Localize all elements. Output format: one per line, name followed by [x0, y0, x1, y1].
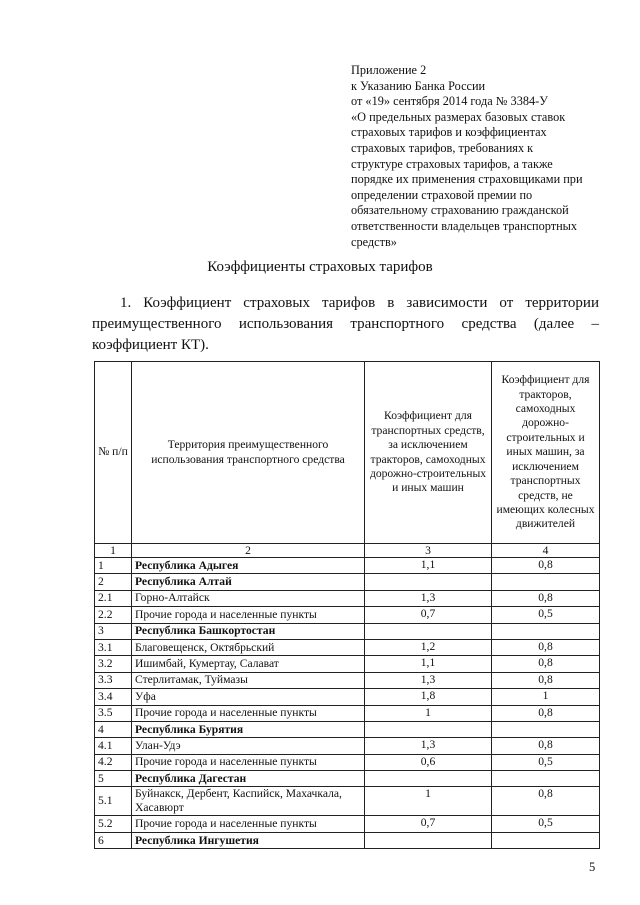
row-number: 3.1 [95, 639, 132, 655]
coef-tractors-value: 0,5 [492, 754, 600, 770]
coef-tractors-value [492, 832, 600, 848]
coef-vehicles-value: 1,3 [365, 738, 492, 754]
intro-paragraph [92, 293, 599, 356]
coef-vehicles-value: 1 [365, 787, 492, 816]
coef-vehicles-value [365, 771, 492, 787]
row-number: 4 [95, 721, 132, 737]
table-row [95, 754, 600, 770]
intro-line: коэффициент КТ). [92, 337, 209, 353]
appendix-line: обязательному страхованию гражданской [351, 203, 569, 218]
coef-tractors-value: 1 [492, 689, 600, 705]
coef-tractors-value: 0,8 [492, 639, 600, 655]
document-title: Коэффициенты страховых тарифов [207, 259, 433, 275]
row-number: 4.2 [95, 754, 132, 770]
appendix-line: страховых тарифов, требованиях к [351, 140, 534, 155]
coef-tractors-value [492, 771, 600, 787]
coef-vehicles-value: 1,1 [365, 656, 492, 672]
table-row [95, 721, 600, 737]
header-coef-tractors: Коэффициент для тракторов, самоходных дорожно-строительных и иных машин, за исключением транспортных средств, не имеющих колесных движителей [492, 362, 600, 544]
appendix-line: к Указанию Банка России [351, 78, 486, 93]
coef-tractors-value: 0,8 [492, 656, 600, 672]
coef-tractors-value: 0,8 [492, 558, 600, 574]
table-row [95, 787, 600, 816]
table-row [95, 558, 600, 574]
coef-tractors-value: 0,8 [492, 672, 600, 688]
header-number: № п/п [95, 362, 132, 544]
row-number: 6 [95, 832, 132, 848]
appendix-line: ответственности владельцев транспортных [351, 218, 578, 233]
territory-name: Республика Бурятия [132, 721, 365, 737]
coef-tractors-value: 0,5 [492, 816, 600, 832]
coef-vehicles-value: 0,7 [365, 816, 492, 832]
table-header-row [95, 362, 600, 544]
territory-name: Ишимбай, Кумертау, Салават [132, 656, 365, 672]
coef-vehicles-value [365, 832, 492, 848]
territory-name: Республика Алтай [132, 574, 365, 590]
coef-tractors-value [492, 721, 600, 737]
appendix-line: структуре страховых тарифов, а также [351, 156, 553, 171]
appendix-reference [351, 63, 611, 250]
territory-name: Благовещенск, Октябрьский [132, 639, 365, 655]
coef-tractors-value [492, 623, 600, 639]
row-number: 5.1 [95, 787, 132, 816]
table-row [95, 689, 600, 705]
territory-name: Прочие города и населенные пункты [132, 607, 365, 623]
row-number: 4.1 [95, 738, 132, 754]
appendix-line: порядке их применения страховщиками при [351, 172, 583, 187]
table-row [95, 574, 600, 590]
table-row [95, 771, 600, 787]
row-number: 5 [95, 771, 132, 787]
column-numbers-row [95, 544, 600, 558]
territory-name: Республика Дагестан [132, 771, 365, 787]
coef-vehicles-value: 1,2 [365, 639, 492, 655]
intro-line: 1. Коэффициент страховых тарифов в зависимости от территории [120, 295, 599, 311]
column-number: 1 [95, 544, 132, 558]
appendix-line: Приложение 2 [351, 63, 427, 77]
row-number: 3 [95, 623, 132, 639]
coef-tractors-value: 0,5 [492, 607, 600, 623]
coef-vehicles-value: 1,3 [365, 590, 492, 606]
table-row [95, 705, 600, 721]
column-number: 3 [365, 544, 492, 558]
coef-vehicles-value: 0,6 [365, 754, 492, 770]
territory-name: Республика Адыгея [132, 558, 365, 574]
coef-vehicles-value [365, 623, 492, 639]
coef-vehicles-value: 1 [365, 705, 492, 721]
row-number: 2 [95, 574, 132, 590]
table-row [95, 639, 600, 655]
table-row [95, 738, 600, 754]
row-number: 3.4 [95, 689, 132, 705]
row-number: 5.2 [95, 816, 132, 832]
appendix-line: страховых тарифов и коэффициентах [351, 125, 547, 140]
coef-vehicles-value [365, 574, 492, 590]
coef-tractors-value: 0,8 [492, 590, 600, 606]
table-row [95, 607, 600, 623]
territory-name: Республика Башкортостан [132, 623, 365, 639]
row-number: 2.1 [95, 590, 132, 606]
column-number: 2 [132, 544, 365, 558]
coef-tractors-value: 0,8 [492, 787, 600, 816]
territory-name: Республика Ингушетия [132, 832, 365, 848]
coef-vehicles-value: 1,3 [365, 672, 492, 688]
column-number: 4 [492, 544, 600, 558]
territory-name: Горно-Алтайск [132, 590, 365, 606]
row-number: 2.2 [95, 607, 132, 623]
table-body [95, 558, 600, 849]
appendix-line: «О предельных размерах базовых ставок [351, 109, 566, 124]
territory-name: Улан-Удэ [132, 738, 365, 754]
territory-name: Уфа [132, 689, 365, 705]
coef-vehicles-value [365, 721, 492, 737]
table-row [95, 623, 600, 639]
appendix-line: средств» [351, 234, 397, 249]
header-coef-vehicles: Коэффициент для транспортных средств, за исключением тракторов, самоходных дорожно-строительных и иных машин [365, 362, 492, 544]
row-number: 1 [95, 558, 132, 574]
appendix-line: определении страховой премии по [351, 187, 533, 202]
table-row [95, 672, 600, 688]
intro-line: преимущественного использования транспортного средства (далее – [92, 316, 599, 332]
row-number: 3.5 [95, 705, 132, 721]
territory-name: Прочие города и населенные пункты [132, 816, 365, 832]
table-row [95, 832, 600, 848]
table-row [95, 590, 600, 606]
row-number: 3.2 [95, 656, 132, 672]
coef-tractors-value: 0,8 [492, 705, 600, 721]
territory-name: Стерлитамак, Туймазы [132, 672, 365, 688]
territory-name: Буйнакск, Дербент, Каспийск, Махачкала, Хасавюрт [132, 787, 365, 816]
coef-vehicles-value: 0,7 [365, 607, 492, 623]
coef-vehicles-value: 1,8 [365, 689, 492, 705]
table-row [95, 656, 600, 672]
coef-tractors-value: 0,8 [492, 738, 600, 754]
territory-name: Прочие города и населенные пункты [132, 754, 365, 770]
coefficients-table [94, 361, 600, 849]
coef-vehicles-value: 1,1 [365, 558, 492, 574]
table-row [95, 816, 600, 832]
row-number: 3.3 [95, 672, 132, 688]
appendix-line: от «19» сентября 2014 года № 3384-У [351, 94, 548, 109]
header-territory: Территория преимущественного использования транспортного средства [132, 362, 365, 544]
coef-tractors-value [492, 574, 600, 590]
territory-name: Прочие города и населенные пункты [132, 705, 365, 721]
page-number: 5 [589, 860, 596, 874]
